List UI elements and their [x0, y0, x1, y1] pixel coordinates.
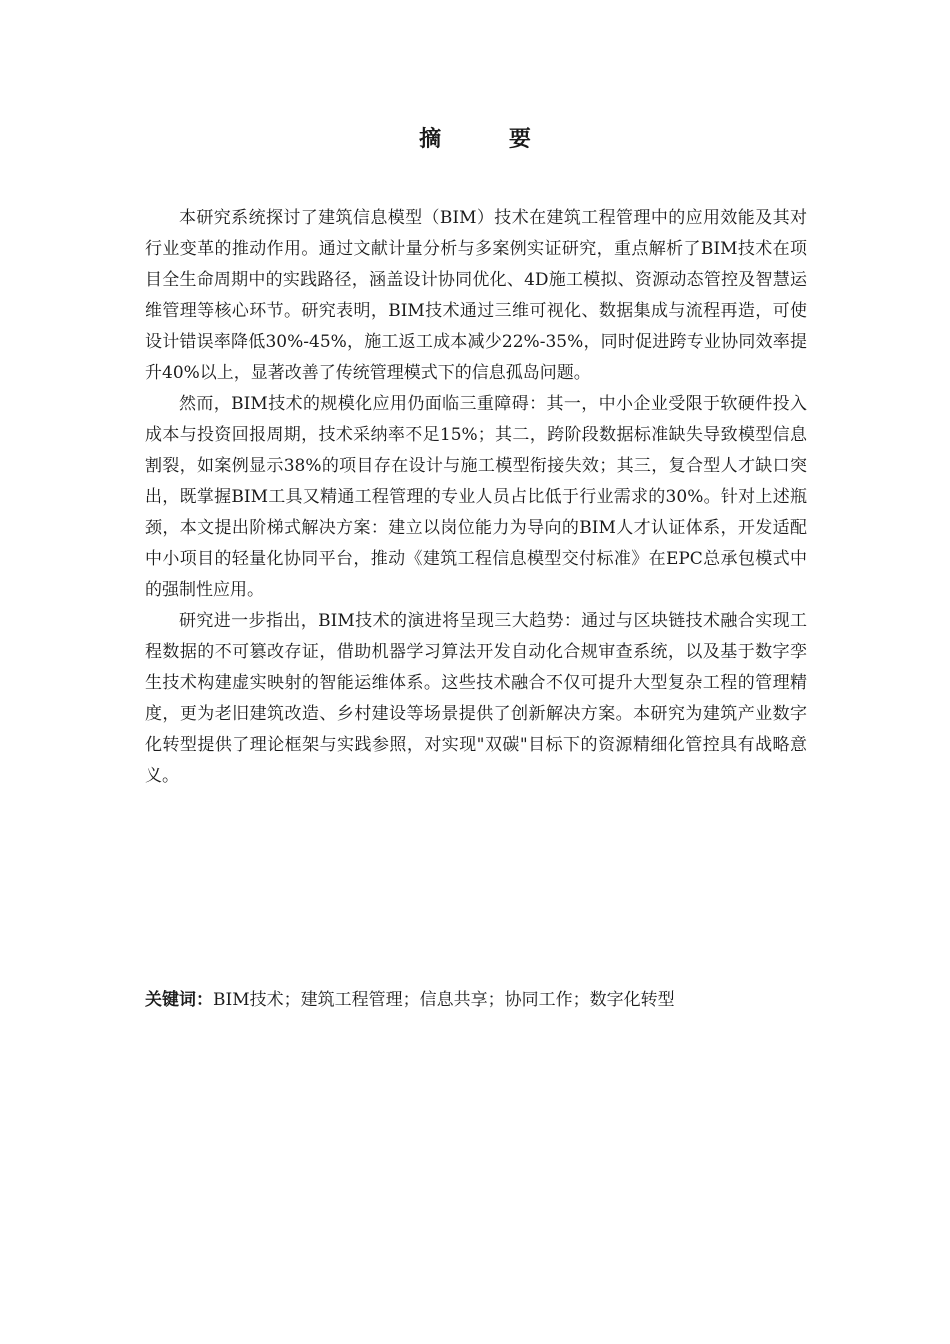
- abstract-paragraph-1: 本研究系统探讨了建筑信息模型（BIM）技术在建筑工程管理中的应用效能及其对行业变革的推动作用。通过文献计量分析与多案例实证研究，重点解析了BIM技术在项目全生命周期中的实践路径，涵盖设计协同优化、4D施工模拟、资源动态管控及智慧运维管理等核心环节。研究表明，BIM技术通过三维可视化、数据集成与流程再造，可使设计错误率降低30%-45%，施工返工成本减少22%-35%，同时促进跨专业协同效率提升40%以上，显著改善了传统管理模式下的信息孤岛问题。: [145, 208, 807, 383]
- abstract-paragraph-3: 研究进一步指出，BIM技术的演进将呈现三大趋势：通过与区块链技术融合实现工程数据的不可篡改存证，借助机器学习算法开发自动化合规审查系统，以及基于数字孪生技术构建虚实映射的智能运维体系。这些技术融合不仅可提升大型复杂工程的管理精度，更为老旧建筑改造、乡村建设等场景提供了创新解决方案。本研究为建筑产业数字化转型提供了理论框架与实践参照，对实现"双碳"目标下的资源精细化管控具有战略意义。: [145, 611, 807, 786]
- abstract-paragraph-2: 然而，BIM技术的规模化应用仍面临三重障碍：其一，中小企业受限于软硬件投入成本与投资回报周期，技术采纳率不足15%；其二，跨阶段数据标准缺失导致模型信息割裂，如案例显示38%的项目存在设计与施工模型衔接失效；其三，复合型人才缺口突出，既掌握BIM工具又精通工程管理的专业人员占比低于行业需求的30%。针对上述瓶颈，本文提出阶梯式解决方案：建立以岗位能力为导向的BIM人才认证体系，开发适配中小项目的轻量化协同平台，推动《建筑工程信息模型交付标准》在EPC总承包模式中的强制性应用。: [145, 394, 807, 600]
- abstract-body: [145, 203, 807, 792]
- keywords-label: 关键词：: [145, 990, 213, 1010]
- abstract-title: 摘 要: [419, 127, 561, 152]
- keywords-text: BIM技术；建筑工程管理；信息共享；协同工作；数字化转型: [213, 990, 675, 1010]
- keywords-line: [145, 985, 807, 1016]
